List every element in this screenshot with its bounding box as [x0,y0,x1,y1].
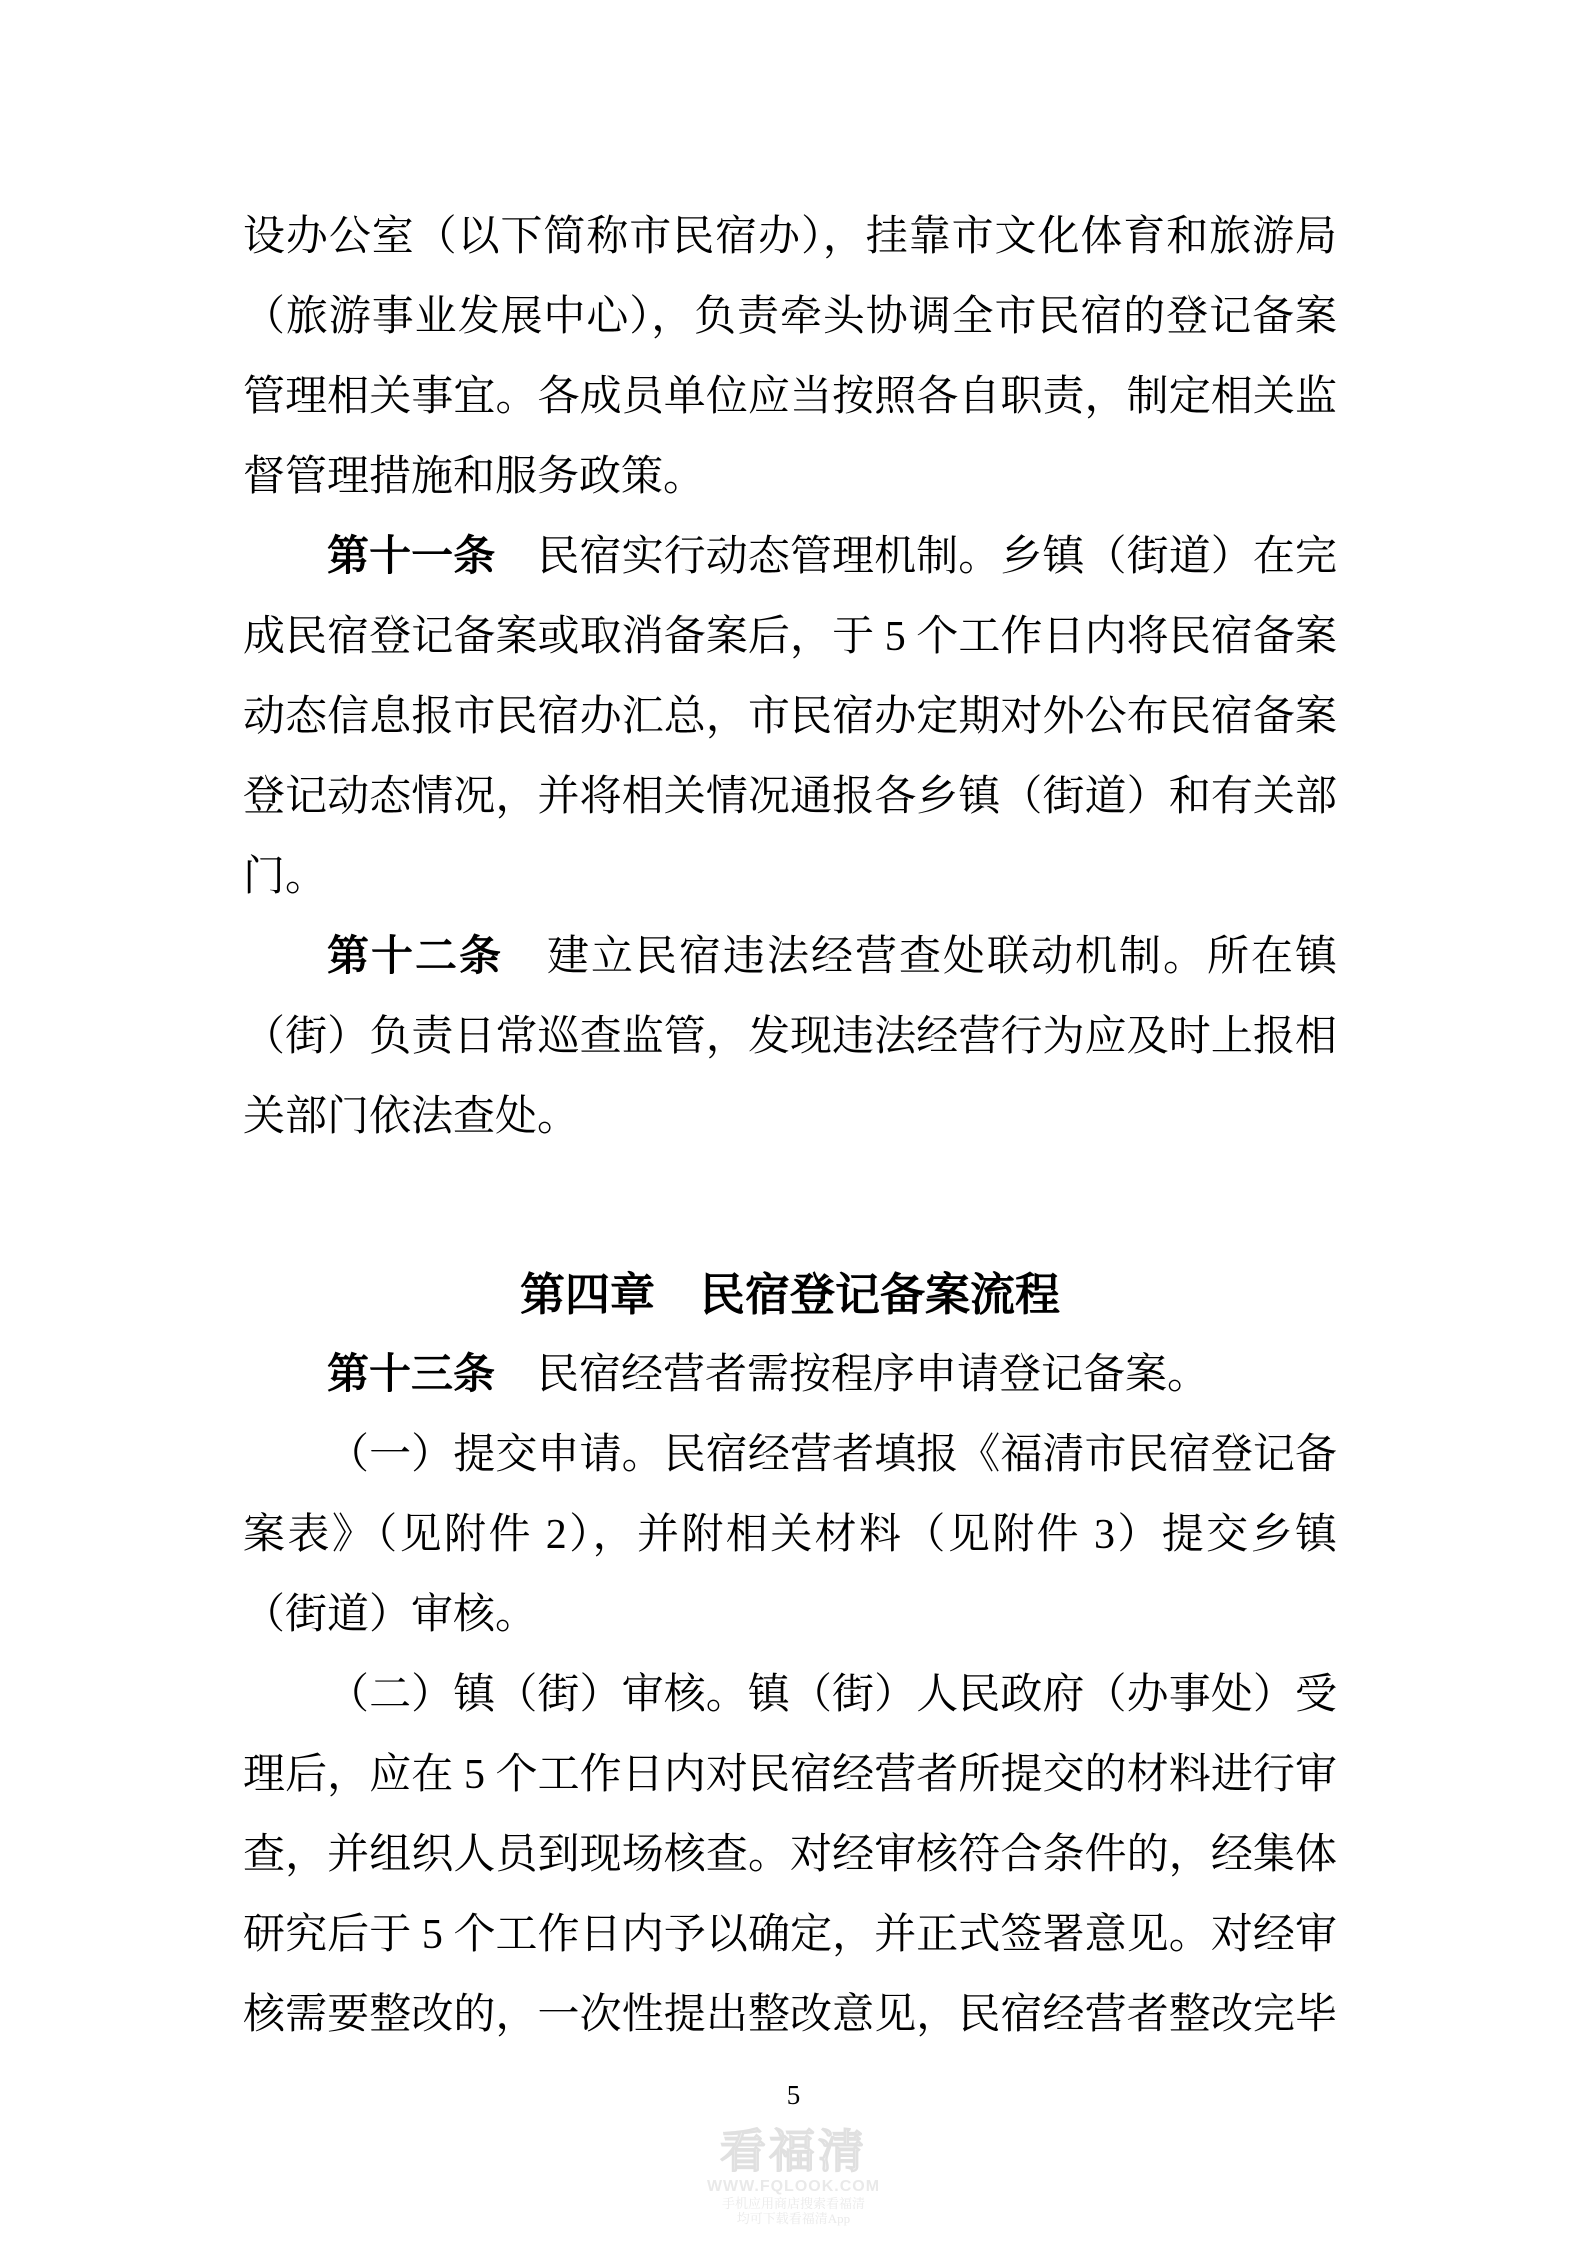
text-line: （一）提交申请。民宿经营者填报《福清市民宿登记备 [327,1432,1337,1478]
text-line: 第十三条 民宿经营者需按程序申请登记备案。 [327,1352,1210,1398]
body-text-block-upper [243,197,1337,1157]
text-line: 第十二条 建立民宿违法经营查处联动机制。所在镇 [327,934,1337,980]
text-line: 案表》（见附件 2），并附相关材料（见附件 3）提交乡镇 [243,1512,1337,1558]
text-line: 核需要整改的，一次性提出整改意见，民宿经营者整改完毕 [243,1992,1337,2038]
text-line: 动态信息报市民宿办汇总，市民宿办定期对外公布民宿备案 [243,694,1337,740]
watermark [0,2126,1587,2226]
watermark-brand: 看福清 [720,2126,867,2177]
watermark-url: WWW.FQLOOK.COM [706,2178,881,2195]
text-line: 督管理措施和服务政策。 [243,454,706,500]
body-text-block-lower [243,1335,1337,2055]
watermark-note-2: 均可下载看福清App [736,2211,851,2226]
watermark-note-1: 手机应用商店搜索看福清 [721,2196,865,2211]
text-line: 登记动态情况，并将相关情况通报各乡镇（街道）和有关部 [243,774,1337,820]
chapter-heading: 第四章 民宿登记备案流程 [519,1270,1060,1320]
text-line: 成民宿登记备案或取消备案后，于 5 个工作日内将民宿备案 [243,614,1337,660]
page-number: 5 [786,2080,801,2110]
text-line: （旅游事业发展中心），负责牵头协调全市民宿的登记备案 [243,294,1337,340]
text-line: 关部门依法查处。 [243,1094,580,1140]
text-line: 门。 [243,854,328,900]
text-line: 理后，应在 5 个工作日内对民宿经营者所提交的材料进行审 [243,1752,1337,1798]
article-label: 第十三条 [327,1352,496,1398]
text-line: （二）镇（街）审核。镇（街）人民政府（办事处）受 [327,1672,1337,1718]
text-line: （街道）审核。 [243,1592,538,1638]
text-line: 研究后于 5 个工作日内予以确定，并正式签署意见。对经审 [243,1912,1337,1958]
text-line: 查，并组织人员到现场核查。对经审核符合条件的，经集体 [243,1832,1337,1878]
text-line: （街）负责日常巡查监管，发现违法经营行为应及时上报相 [243,1014,1337,1060]
article-label: 第十二条 [327,934,503,980]
text-line: 管理相关事宜。各成员单位应当按照各自职责，制定相关监 [243,374,1337,420]
text-line: 设办公室（以下简称市民宿办），挂靠市文化体育和旅游局 [243,214,1337,260]
text-line: 第十一条 民宿实行动态管理机制。乡镇（街道）在完 [327,534,1337,580]
article-label: 第十一条 [327,534,496,580]
